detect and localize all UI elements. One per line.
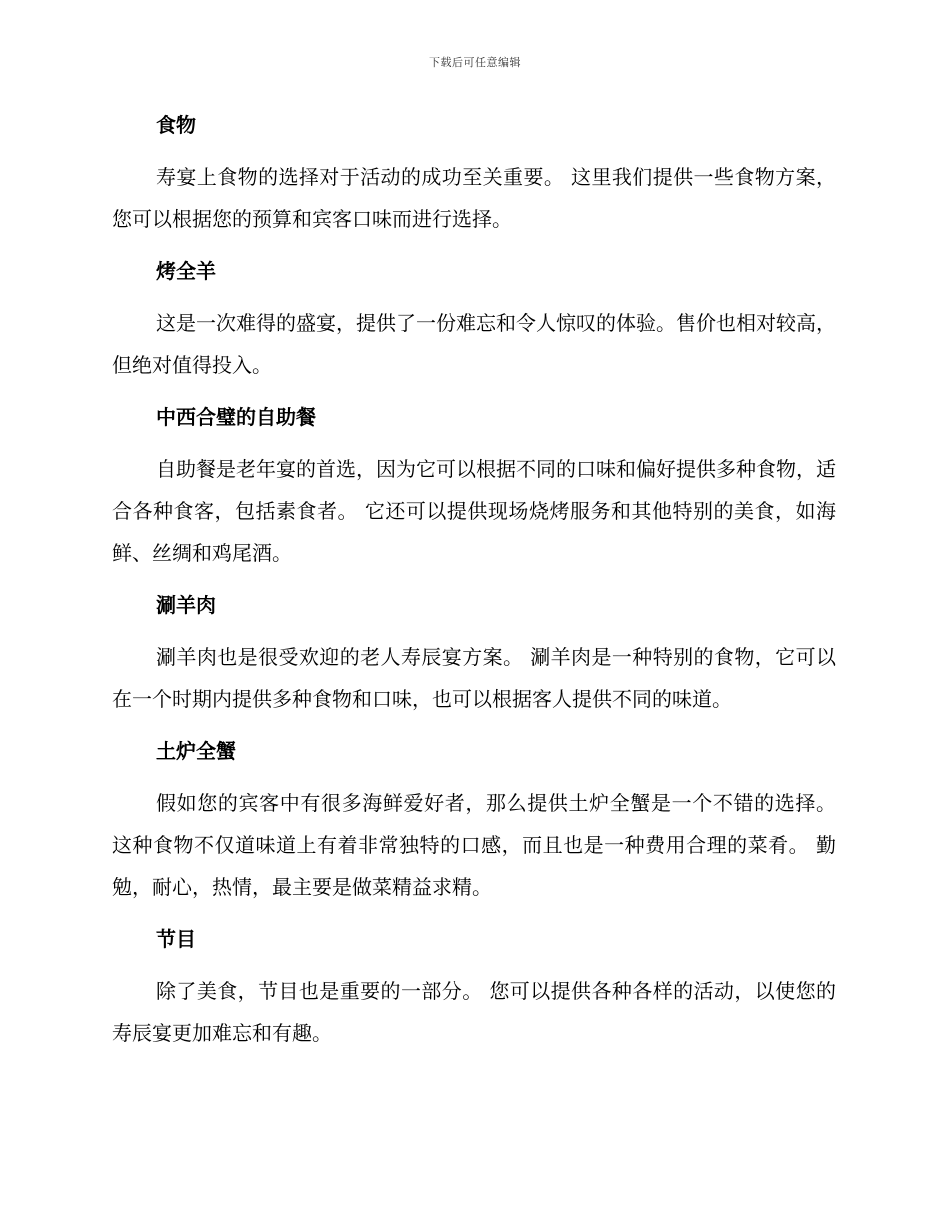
section-paragraph: 假如您的宾客中有很多海鲜爱好者，那么提供土炉全蟹是一个不错的选择。 这种食物不仅道味道上有着非常独特的口感，而且也是一种费用合理的菜肴。 勤勉，耐心，热情，最主要是做菜精益求精。 [112,791,836,899]
section-hotpot-lamb [112,584,836,720]
document-body [112,104,836,1064]
page-header: 下载后可任意编辑 [429,56,521,69]
section-paragraph: 自助餐是老年宴的首选，因为它可以根据不同的口味和偏好提供多种食物，适合各种食客，包括素食者。 它还可以提供现场烧烤服务和其他特别的美食，如海鲜、丝绸和鸡尾酒。 [112,457,836,565]
section-paragraph: 涮羊肉也是很受欢迎的老人寿辰宴方案。 涮羊肉是一种特别的食物，它可以在一个时期内提供多种食物和口味，也可以根据客人提供不同的味道。 [112,645,836,711]
section-buffet [112,396,836,574]
section-clay-oven-crab [112,730,836,908]
section-title: 食物 [156,113,196,137]
section-paragraph: 寿宴上食物的选择对于活动的成功至关重要。 这里我们提供一些食物方案，您可以根据您的预算和宾客口味而进行选择。 [112,165,836,231]
section-program [112,918,836,1054]
section-paragraph: 除了美食，节目也是重要的一部分。 您可以提供各种各样的活动，以使您的寿辰宴更加难忘和有趣。 [112,979,836,1045]
section-title: 土炉全蟹 [156,739,236,763]
section-title: 节目 [156,927,196,951]
section-roast-lamb [112,250,836,386]
section-food [112,104,836,240]
section-title: 烤全羊 [156,259,216,283]
section-paragraph: 这是一次难得的盛宴，提供了一份难忘和令人惊叹的体验。售价也相对较高，但绝对值得投入。 [112,311,836,377]
section-title: 中西合璧的自助餐 [156,405,316,429]
section-title: 涮羊肉 [156,593,216,617]
